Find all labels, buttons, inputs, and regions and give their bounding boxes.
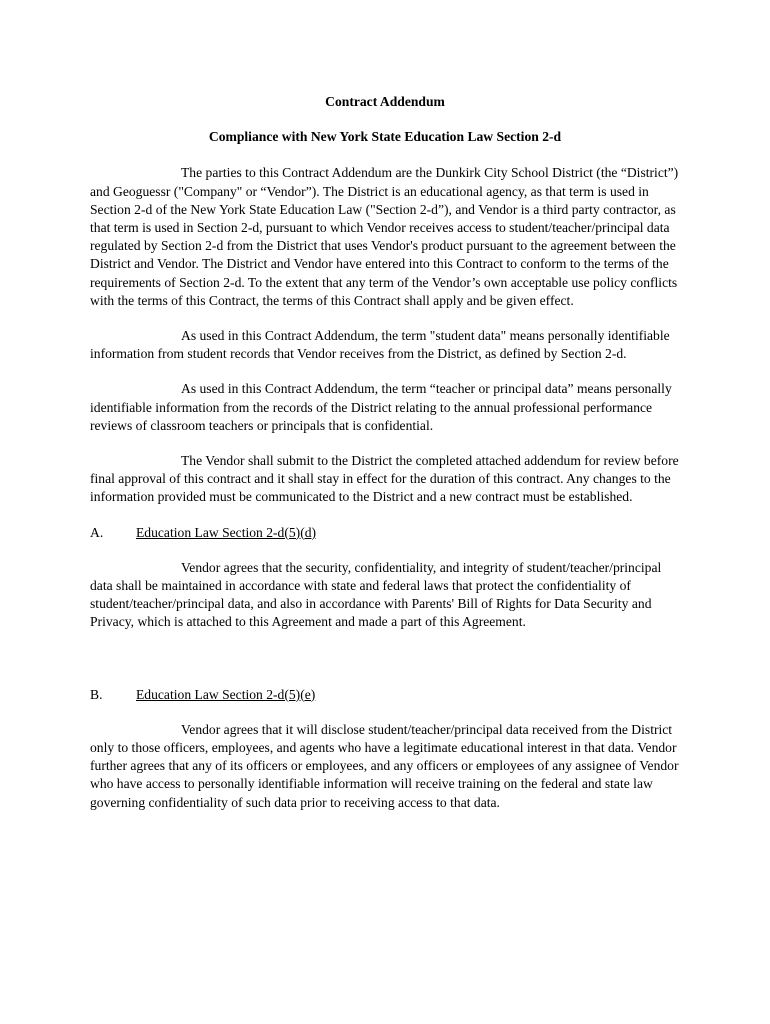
section-b-title: Education Law Section 2-d(5)(e) xyxy=(136,686,316,702)
paragraph-teacher-principal-data-definition: As used in this Contract Addendum, the term “teacher or principal data” means personally identifiable information from the records of the District relating to the annual professional performance reviews of classroom teachers or principals that is confidential. xyxy=(90,381,672,433)
section-b xyxy=(90,686,680,812)
section-a-title: Education Law Section 2-d(5)(d) xyxy=(136,524,317,540)
paragraph-addendum-submission: The Vendor shall submit to the District the completed attached addendum for review before final approval of this contract and it shall stay in effect for the duration of this contract. Any changes to the information provided must be communicated to the District and a new contract must be established. xyxy=(90,453,679,505)
section-b-heading xyxy=(90,686,680,704)
document-subtitle: Compliance with New York State Education Law Section 2-d xyxy=(208,129,562,145)
section-b-body: Vendor agrees that it will disclose student/teacher/principal data received from the District only to those officers, employees, and agents who have a legitimate educational interest in that data. Vendor further agrees that any of its officers or employees, and any officers or employees of any assignee of Vendor who have access to personally identifiable information will receive training on the federal and state law governing confidentiality of such data prior to receiving access to that data. xyxy=(90,721,679,810)
section-a-heading xyxy=(90,524,680,542)
section-b-letter: B. xyxy=(90,686,103,702)
section-a xyxy=(90,524,680,632)
document-title: Contract Addendum xyxy=(325,94,445,109)
document-page xyxy=(90,93,680,812)
paragraph-parties: The parties to this Contract Addendum are the Dunkirk City School District (the “District”) and Geoguessr ("Company" or “Vendor”). The District is an educational agency, as that term is used in Section 2-d of the New York State Education Law ("Section 2-d”), and Vendor is a third party contractor, as that term is used in Section 2-d, pursuant to which Vendor receives access to student/teacher/principal data regulated by Section 2-d from the District that uses Vendor's product pursuant to the agreement between the District and Vendor. The District and Vendor have entered into this Contract to conform to the terms of the requirements of Section 2-d. To the extent that any term of the Vendor’s own acceptable use policy conflicts with the terms of this Contract, the terms of this Contract shall apply and be given effect. xyxy=(90,165,679,308)
paragraph-student-data-definition: As used in this Contract Addendum, the term "student data" means personally identifiable information from student records that Vendor receives from the District, as defined by Section 2-d. xyxy=(90,328,670,362)
section-a-body: Vendor agrees that the security, confidentiality, and integrity of student/teacher/principal data shall be maintained in accordance with state and federal laws that protect the confidentiality of student/teacher/principal data, and also in accordance with Parents' Bill of Rights for Data Security and Privacy, which is attached to this Agreement and made a part of this Agreement. xyxy=(90,559,662,630)
section-a-letter: A. xyxy=(90,524,104,540)
